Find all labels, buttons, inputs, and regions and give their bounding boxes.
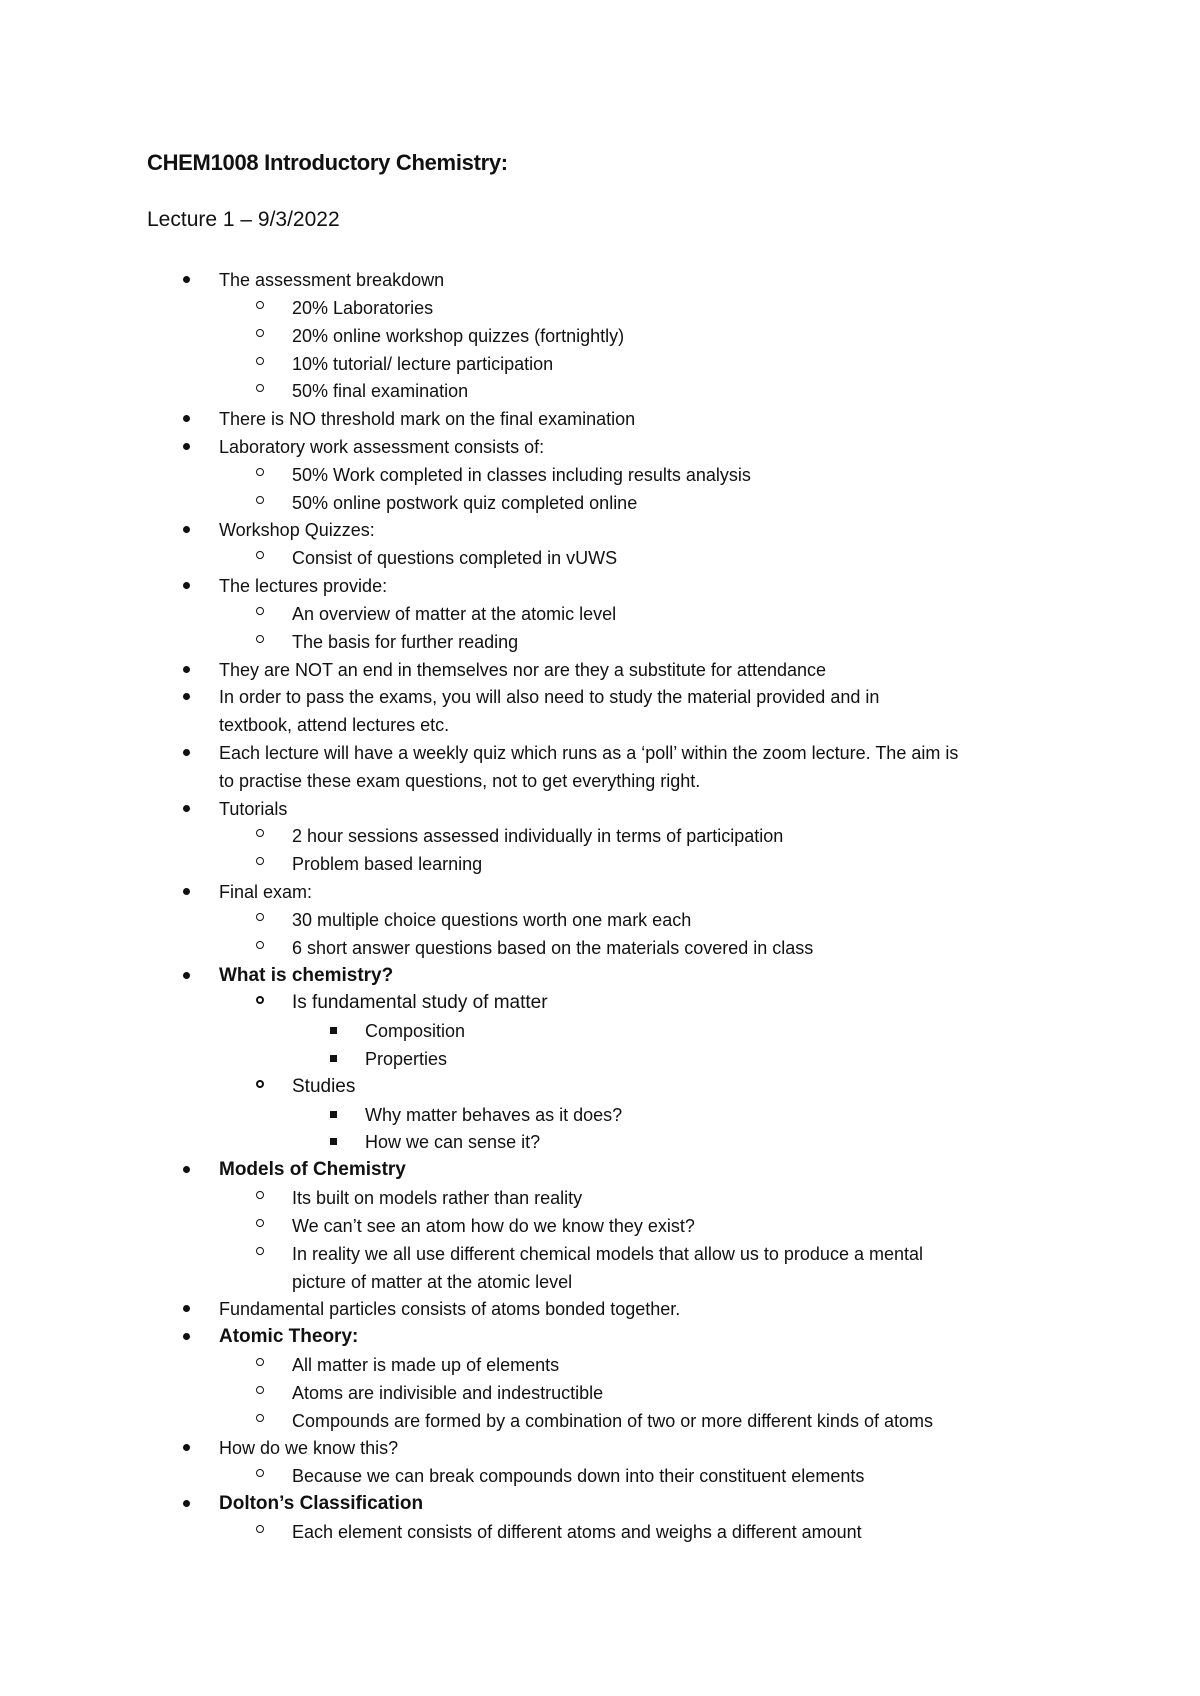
bullet-circle-icon [256, 301, 264, 309]
bullet-dot-icon [183, 693, 190, 700]
bullet-dot-icon [183, 749, 190, 756]
bullet-circle-icon [256, 329, 264, 337]
list-item-text: Because we can break compounds down into their constituent elements [292, 1466, 865, 1487]
list-item-text: Each element consists of different atoms and weighs a different amount [292, 1521, 862, 1542]
list-item-text: Consist of questions completed in vUWS [292, 548, 618, 569]
list-item-text: There is NO threshold mark on the final examination [219, 409, 636, 430]
bullet-circle-icon [256, 1080, 264, 1088]
list-item-text: picture of matter at the atomic level [292, 1271, 573, 1292]
bullet-dot-icon [183, 972, 190, 979]
list-item-text: 50% final examination [292, 381, 469, 402]
list-item-text: Each lecture will have a weekly quiz which runs as a ‘poll’ within the zoom lecture. The aim is [219, 742, 959, 763]
bullet-circle-icon [256, 496, 264, 504]
bullet-circle-icon [256, 1191, 264, 1199]
bullet-dot-icon [183, 1305, 190, 1312]
list-item-text: 2 hour sessions assessed individually in terms of participation [292, 826, 784, 847]
list-item-text: Properties [365, 1049, 448, 1069]
list-item-text: The lectures provide: [219, 576, 388, 596]
lecture-heading: Lecture 1 – 9/3/2022 [147, 208, 340, 231]
bullet-dot-icon [183, 666, 190, 673]
bullet-square-icon [330, 1055, 337, 1062]
bullet-dot-icon [183, 1500, 190, 1507]
bullet-dot-icon [183, 415, 190, 422]
bullet-dot-icon [183, 805, 190, 812]
list-item-text: Dolton’s Classification [219, 1493, 424, 1515]
bullet-dot-icon [183, 1444, 190, 1451]
list-item-text: How we can sense it? [365, 1132, 541, 1153]
list-item-text: textbook, attend lectures etc. [219, 715, 450, 736]
list-item-text: In order to pass the exams, you will also need to study the material provided and in [219, 687, 880, 708]
bullet-square-icon [330, 1111, 337, 1118]
bullet-circle-icon [256, 1219, 264, 1227]
bullet-circle-icon [256, 1358, 264, 1366]
list-item-text: Fundamental particles consists of atoms bonded together. [219, 1299, 681, 1320]
list-item-text: 50% Work completed in classes including results analysis [292, 464, 751, 485]
list-item-text: Laboratory work assessment consists of: [219, 436, 545, 457]
list-item-text: All matter is made up of elements [292, 1355, 560, 1375]
bullet-circle-icon [256, 1525, 264, 1533]
list-item-text: 30 multiple choice questions worth one mark each [292, 909, 692, 930]
bullet-circle-icon [256, 1414, 264, 1422]
list-item-text: Atomic Theory: [219, 1326, 359, 1348]
list-item-text: The assessment breakdown [219, 270, 445, 290]
list-item-text: In reality we all use different chemical models that allow us to produce a mental [292, 1243, 923, 1264]
list-item-text: 20% online workshop quizzes (fortnightly) [292, 325, 625, 346]
bullet-dot-icon [183, 1333, 190, 1340]
list-item-text: Final exam: [219, 882, 313, 902]
list-item-text: 50% online postwork quiz completed online [292, 492, 638, 513]
bullet-circle-icon [256, 357, 264, 365]
list-item-text: Its built on models rather than reality [292, 1188, 583, 1209]
bullet-circle-icon [256, 607, 264, 615]
list-item-text: Models of Chemistry [219, 1159, 406, 1181]
list-item-text: Is fundamental study of matter [292, 992, 548, 1014]
bullet-circle-icon [256, 1247, 264, 1255]
bullet-circle-icon [256, 1469, 264, 1477]
list-item-text: 6 short answer questions based on the materials covered in class [292, 937, 814, 958]
bullet-circle-icon [256, 941, 264, 949]
bullet-circle-icon [256, 996, 264, 1004]
list-item-text: Studies [292, 1075, 356, 1097]
list-item-text: An overview of matter at the atomic level [292, 603, 617, 624]
list-item-text: Problem based learning [292, 854, 483, 875]
list-item-text: Tutorials [219, 798, 288, 819]
list-item-text: We can’t see an atom how do we know they exist? [292, 1215, 695, 1236]
bullet-circle-icon [256, 857, 264, 865]
bullet-dot-icon [183, 1166, 190, 1173]
document-title: CHEM1008 Introductory Chemistry: [147, 150, 508, 175]
bullet-dot-icon [183, 276, 190, 283]
bullet-circle-icon [256, 635, 264, 643]
list-item-text: What is chemistry? [219, 964, 394, 986]
bullet-circle-icon [256, 384, 264, 392]
list-item-text: Atoms are indivisible and indestructible [292, 1382, 604, 1403]
bullet-circle-icon [256, 468, 264, 476]
bullet-dot-icon [183, 888, 190, 895]
list-item-text: 20% Laboratories [292, 297, 434, 318]
bullet-dot-icon [183, 526, 190, 533]
list-item-text: to practise these exam questions, not to get everything right. [219, 770, 701, 791]
list-item-text: Compounds are formed by a combination of two or more different kinds of atoms [292, 1410, 933, 1431]
bullet-square-icon [330, 1138, 337, 1145]
bullet-circle-icon [256, 913, 264, 921]
list-item-text: Composition [365, 1021, 466, 1042]
list-item-text: The basis for further reading [292, 631, 519, 652]
bullet-dot-icon [183, 443, 190, 450]
bullet-square-icon [330, 1027, 337, 1034]
list-item-text: Workshop Quizzes: [219, 520, 375, 541]
list-item-text: How do we know this? [219, 1438, 399, 1459]
list-item-text: They are NOT an end in themselves nor are they a substitute for attendance [219, 659, 827, 680]
bullet-circle-icon [256, 1386, 264, 1394]
bullet-dot-icon [183, 582, 190, 589]
bullet-circle-icon [256, 551, 264, 559]
list-item-text: 10% tutorial/ lecture participation [292, 353, 554, 374]
bullet-circle-icon [256, 829, 264, 837]
list-item-text: Why matter behaves as it does? [365, 1104, 623, 1125]
